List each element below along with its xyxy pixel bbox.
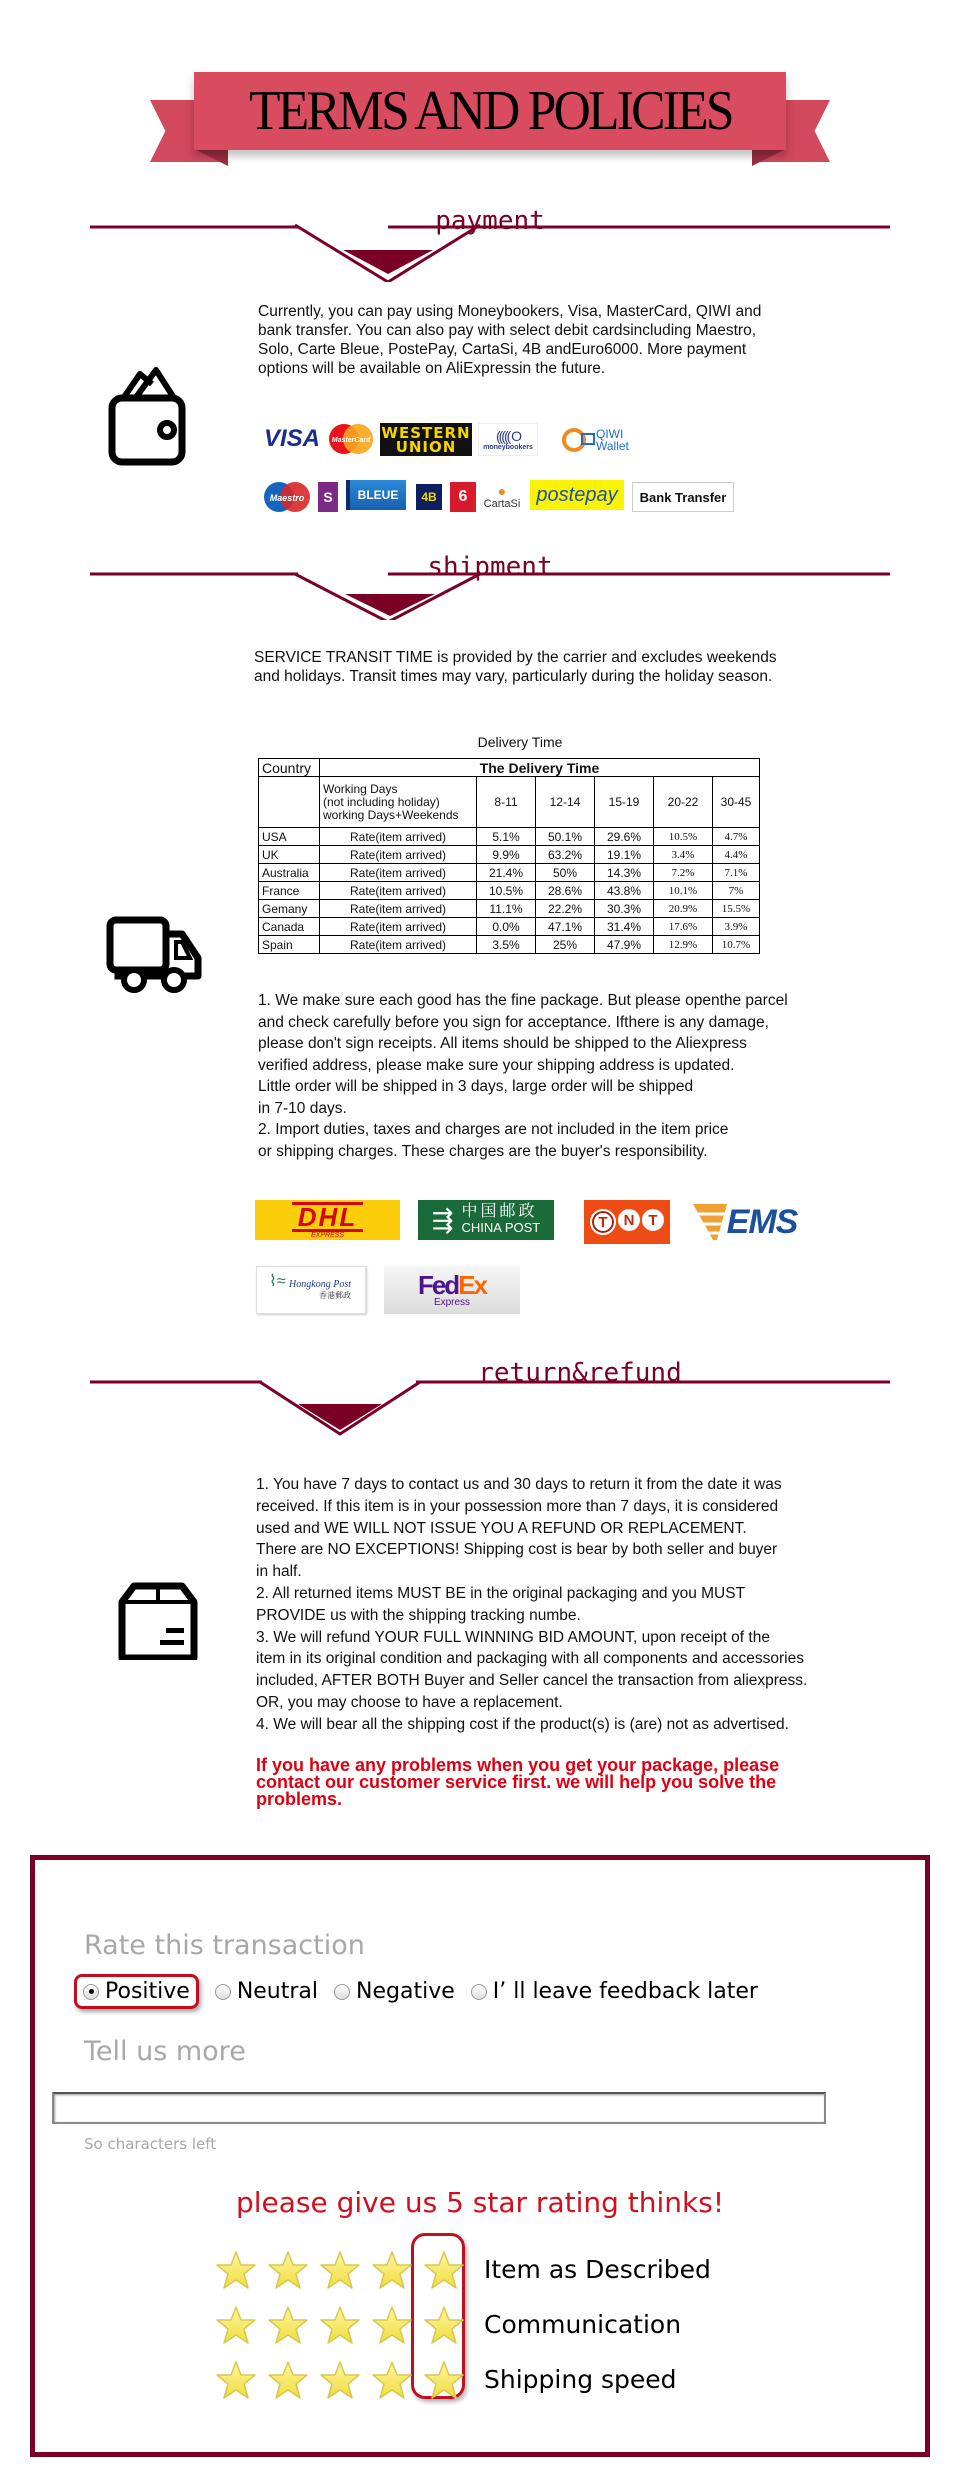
table-cell: 5.1%	[477, 828, 536, 846]
star-rating-row	[216, 2297, 711, 2352]
star-icon[interactable]	[268, 2250, 308, 2290]
table-row	[259, 900, 760, 918]
table-cell: 3.9%	[713, 918, 760, 936]
table-col-header: 8-11	[477, 777, 536, 828]
section-title-return-refund: return&refund	[478, 1358, 682, 1388]
dhl-sublabel: EXPRESS	[310, 1231, 345, 1239]
table-cell: Australia	[259, 864, 320, 882]
section-title-payment: payment	[435, 206, 545, 236]
ems-logo	[690, 1200, 800, 1244]
table-cell: Rate(item arrived)	[320, 882, 477, 900]
table-cell: UK	[259, 846, 320, 864]
table-cell: 31.4%	[595, 918, 654, 936]
table-cell: 47.9%	[595, 936, 654, 954]
table-cell: 7.2%	[654, 864, 713, 882]
bank-transfer-logo: Bank Transfer	[632, 482, 734, 512]
table-cell: 17.6%	[654, 918, 713, 936]
cartasi-icon: ●	[497, 483, 507, 499]
fedex-ex-label: Ex	[458, 1269, 487, 1300]
table-cell: 21.4%	[477, 864, 536, 882]
table-cell: Rate(item arrived)	[320, 918, 477, 936]
visa-logo: VISA	[263, 426, 320, 452]
star-rating-label: Shipping speed	[484, 2365, 677, 2394]
tnt-logo	[584, 1200, 670, 1244]
table-col-header: 15-19	[595, 777, 654, 828]
table-cell: 7%	[713, 882, 760, 900]
table-cell: 10.7%	[713, 936, 760, 954]
table-cell: 50.1%	[536, 828, 595, 846]
table-cell: 29.6%	[595, 828, 654, 846]
table-header-delivery: The Delivery Time	[320, 759, 760, 777]
fedex-fed-label: Fed	[417, 1269, 459, 1300]
star-icon[interactable]	[372, 2305, 412, 2345]
star-icon[interactable]	[268, 2360, 308, 2400]
section-header-shipment	[90, 550, 890, 620]
table-subheader-label: Working Days (not including holiday) working Days+Weekends	[320, 777, 477, 828]
mastercard-logo	[328, 422, 374, 456]
table-col-header: 20-22	[654, 777, 713, 828]
table-cell: 7.1%	[713, 864, 760, 882]
table-col-header: 12-14	[536, 777, 595, 828]
western-union-logo: WESTERN UNION	[381, 423, 471, 456]
box-icon	[116, 1578, 200, 1660]
postepay-logo: postepay	[530, 480, 624, 510]
table-cell: 20.9%	[654, 900, 713, 918]
fedex-sublabel: Express	[433, 1296, 471, 1308]
china-post-emblem-icon: ⇶	[431, 1204, 454, 1235]
table-cell: 9.9%	[477, 846, 536, 864]
star-icon[interactable]	[268, 2305, 308, 2345]
shipment-intro: SERVICE TRANSIT TIME is provided by the carrier and excludes weekends and holidays. Transit times may vary, particularly during the holiday season.	[254, 649, 777, 685]
svg-text:MasterCard: MasterCard	[331, 437, 371, 444]
dhl-logo	[255, 1200, 400, 1240]
table-cell: 15.5%	[713, 900, 760, 918]
star-icon[interactable]	[372, 2250, 412, 2290]
table-cell: 4.4%	[713, 846, 760, 864]
title-banner	[150, 72, 830, 172]
china-post-logo	[418, 1200, 554, 1240]
table-cell: 10.5%	[477, 882, 536, 900]
radio-label: Negative	[356, 1979, 455, 2004]
table-cell: 63.2%	[536, 846, 595, 864]
table-cell: Rate(item arrived)	[320, 864, 477, 882]
ems-label: EMS	[726, 1202, 798, 1241]
table-cell: Canada	[259, 918, 320, 936]
star-icon[interactable]	[372, 2360, 412, 2400]
china-post-cn-label: 中国邮政	[461, 1203, 538, 1220]
table-cell: 25%	[536, 936, 595, 954]
table-col-header: 30-45	[713, 777, 760, 828]
star-icon[interactable]	[320, 2250, 360, 2290]
table-cell: 10.5%	[654, 828, 713, 846]
table-row	[259, 918, 760, 936]
star-ratings	[216, 2242, 711, 2407]
cartasi-logo	[482, 480, 522, 514]
radio-button[interactable]	[334, 1984, 350, 2000]
table-cell: 12.9%	[654, 936, 713, 954]
truck-icon	[104, 914, 204, 998]
characters-left-counter: So characters left	[84, 2135, 217, 2153]
table-cell: 19.1%	[595, 846, 654, 864]
moneybookers-waves-icon: ((((( O	[495, 428, 521, 444]
table-cell: Rate(item arrived)	[320, 846, 477, 864]
star-icon[interactable]	[320, 2360, 360, 2400]
return-policy-text: 1. You have 7 days to contact us and 30 days to return it from the date it was received. If this item is in your possession more than 7 days, it is considered used and WE WILL NOT ISSUE YOU A REFUND OR REPLACEMENT. There are NO EXCEPTIONS! Shipping cost is bear by both seller and buyer in half. 2. All returned items MUST BE in the original packaging and you MUST PROVIDE us with the shipping tracking numbe. 3. We will refund YOUR FULL WINNING BID AMOUNT, upon receipt of the item in its original condition and packaging with all components and accessories included, AFTER BOTH Buyer and Seller cancel the transaction from aliexpress. OR, you may choose to have a replacement. 4. We will bear all the shipping cost if the product(s) is (are) not as advertised.	[256, 1476, 808, 1733]
qiwi-icon	[560, 426, 596, 454]
star-icon[interactable]	[320, 2305, 360, 2345]
table-cell: 3.4%	[654, 846, 713, 864]
table-cell: 14.3%	[595, 864, 654, 882]
qiwi-label: QIWI Wallet	[596, 426, 629, 453]
table-cell: Rate(item arrived)	[320, 828, 477, 846]
hongkong-post-bird-icon: ⌇≈	[269, 1273, 286, 1290]
radio-label: I’ ll leave feedback later	[492, 1979, 758, 2004]
star-rating-row	[216, 2242, 711, 2297]
radio-label: Neutral	[236, 1979, 319, 2004]
radio-leave-later[interactable]	[471, 1979, 758, 2004]
radio-button[interactable]	[471, 1984, 487, 2000]
banner-ribbon	[194, 72, 786, 150]
table-row	[259, 882, 760, 900]
page-title: TERMS AND POLICIES	[248, 80, 732, 142]
radio-positive[interactable]	[74, 1974, 199, 2009]
svg-text:Maestro: Maestro	[269, 493, 305, 503]
table-cell: 50%	[536, 864, 595, 882]
table-cell: Rate(item arrived)	[320, 900, 477, 918]
section-header-payment	[90, 206, 890, 282]
customer-service-notice: If you have any problems when you get your package, please contact our customer service first. we will help you solve the problems.	[256, 1755, 780, 1809]
solo-logo: S	[318, 482, 338, 512]
qiwi-wallet-logo	[548, 423, 648, 456]
table-cell: 11.1%	[477, 900, 536, 918]
star-icon[interactable]	[424, 2360, 464, 2400]
tnt-label: T N T	[590, 1209, 664, 1235]
feedback-text-input[interactable]	[52, 2092, 826, 2124]
dhl-label: DHL	[292, 1202, 363, 1232]
shipment-notes: 1. We make sure each good has the fine package. But please openthe parcel and check carefully before you sign for acceptance. Ifthere is any damage, please don't sign receipts. All items should be shipped to the Aliexpress verified address, please make sure your shipping address is updated. Little order will be shipped in 3 days, large order will be shipped in 7-10 days. 2. Import duties, taxes and charges are not included in the item price or shipping charges. These charges are the buyer's responsibility.	[258, 992, 788, 1160]
star-rating-row	[216, 2352, 711, 2407]
star-rating-label: Communication	[484, 2310, 682, 2339]
rating-radio-group	[74, 1974, 774, 2009]
star-rating-request: please give us 5 star rating thinks!	[235, 2186, 725, 2219]
table-cell: 10.1%	[654, 882, 713, 900]
radio-neutral[interactable]	[215, 1979, 318, 2004]
moneybookers-logo	[478, 423, 538, 456]
table-cell: Rate(item arrived)	[320, 936, 477, 954]
table-cell: USA	[259, 828, 320, 846]
radio-button[interactable]	[215, 1984, 231, 2000]
hongkong-post-label: Hongkong Post	[289, 1279, 351, 1290]
fedex-logo	[384, 1266, 520, 1314]
table-cell: 0.0%	[477, 918, 536, 936]
table-cell: 22.2%	[536, 900, 595, 918]
star-icon[interactable]	[424, 2305, 464, 2345]
table-row	[259, 846, 760, 864]
table-cell: 4.7%	[713, 828, 760, 846]
tell-us-more-label: Tell us more	[84, 2036, 246, 2067]
maestro-logo	[262, 480, 312, 514]
star-rating-label: Item as Described	[484, 2255, 711, 2284]
table-cell: 28.6%	[536, 882, 595, 900]
ems-stripes-icon	[693, 1202, 727, 1242]
delivery-time-table	[258, 758, 760, 954]
table-empty-cell	[259, 777, 320, 828]
4b-logo: 4B	[416, 484, 442, 510]
table-cell: 47.1%	[536, 918, 595, 936]
table-cell: France	[259, 882, 320, 900]
table-cell: 43.8%	[595, 882, 654, 900]
table-cell: 30.3%	[595, 900, 654, 918]
china-post-en-label: CHINA POST	[461, 1220, 541, 1235]
rate-transaction-label: Rate this transaction	[84, 1930, 365, 1961]
table-cell: 3.5%	[477, 936, 536, 954]
star-icon[interactable]	[424, 2250, 464, 2290]
star-icon[interactable]	[216, 2305, 256, 2345]
cartasi-label: CartaSi	[483, 498, 521, 510]
table-row	[259, 864, 760, 882]
radio-button-selected[interactable]	[83, 1984, 99, 2000]
table-cell: Spain	[259, 936, 320, 954]
section-title-shipment: shipment	[427, 552, 553, 582]
hongkong-post-cn-label: 香港郵政	[319, 1291, 351, 1300]
table-row	[259, 936, 760, 954]
carte-bleue-logo: BLEUE	[346, 480, 406, 510]
delivery-table-caption: Delivery Time	[477, 734, 563, 750]
moneybookers-label: moneybookers	[483, 444, 533, 451]
table-row	[259, 828, 760, 846]
radio-negative[interactable]	[334, 1979, 455, 2004]
radio-label: Positive	[105, 1979, 190, 2004]
table-cell: Gemany	[259, 900, 320, 918]
section-header-return-refund	[90, 1360, 890, 1430]
hongkong-post-logo	[256, 1266, 366, 1314]
table-header-country: Country	[259, 759, 320, 777]
star-icon[interactable]	[216, 2250, 256, 2290]
star-icon[interactable]	[216, 2360, 256, 2400]
euro6000-logo: 6	[450, 482, 476, 512]
wallet-icon	[104, 362, 204, 470]
payment-description: Currently, you can pay using Moneybookers, Visa, MasterCard, QIWI and bank transfer. You can also pay with select debit cardsincluding Maestro, Solo, Carte Bleue, PostePay, CartaSi, 4B andEuro6000. More payment options will be available on AliExpressin the future.	[258, 303, 762, 377]
